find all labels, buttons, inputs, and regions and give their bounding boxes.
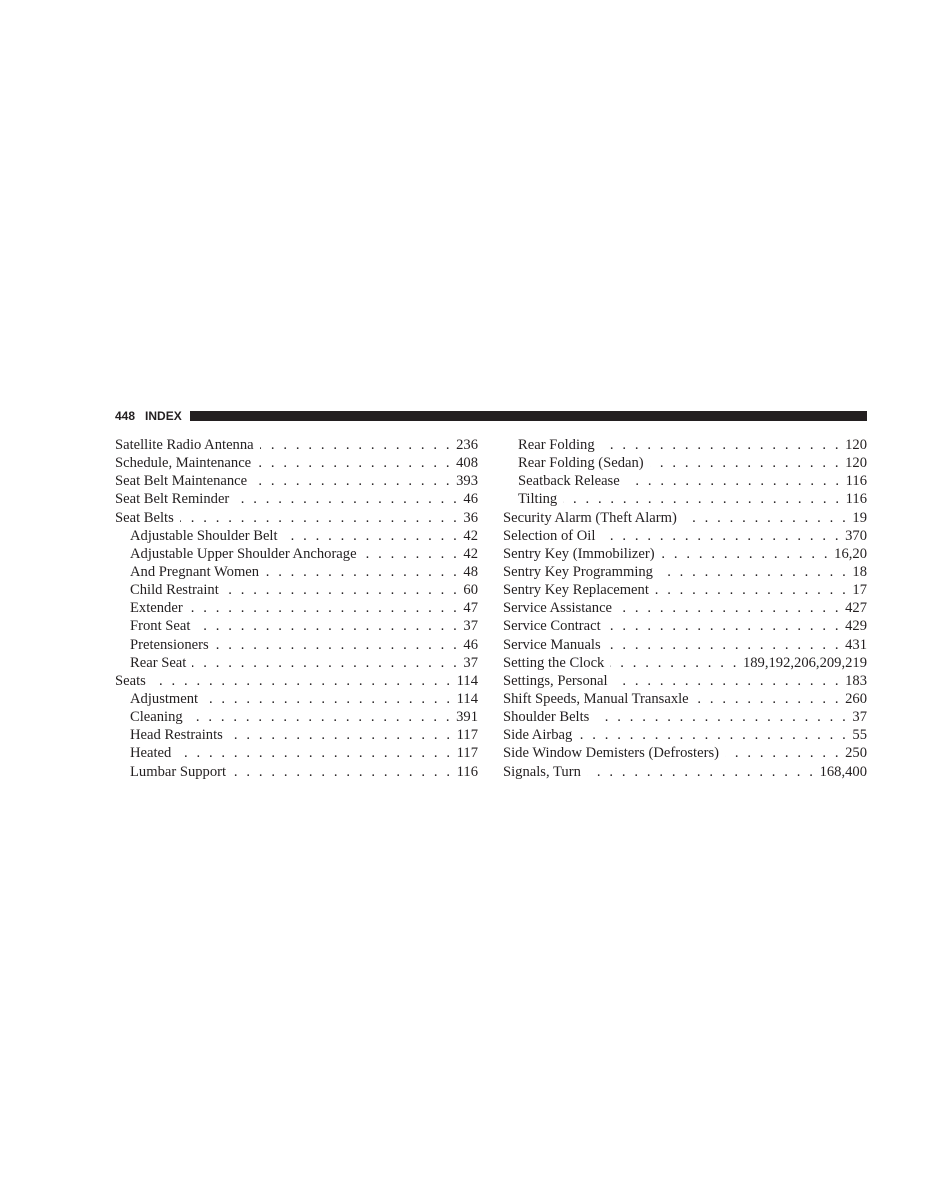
dot-leader	[610, 654, 739, 672]
dot-leader	[235, 490, 459, 508]
index-term: Sentry Key Replacement	[503, 582, 649, 599]
dot-leader	[601, 436, 841, 454]
page-reference: 60	[463, 582, 478, 599]
index-term: Pretensioners	[130, 636, 209, 653]
page-number: 448	[115, 409, 136, 423]
index-term: Tilting	[518, 491, 558, 508]
page-reference: 120	[845, 437, 867, 453]
index-term: Seat Belt Reminder	[115, 491, 230, 508]
dot-leader	[587, 763, 816, 781]
dot-leader	[177, 744, 452, 762]
dot-leader	[192, 654, 459, 672]
index-subentry	[115, 654, 478, 672]
dot-leader	[215, 636, 460, 654]
dot-leader	[284, 527, 460, 545]
index-term: And Pregnant Women	[130, 563, 260, 580]
dot-leader	[659, 563, 848, 581]
index-subentry	[115, 726, 478, 744]
dot-leader	[229, 726, 453, 744]
index-term: Adjustable Shoulder Belt	[130, 527, 278, 544]
index-entry	[503, 763, 867, 781]
dot-leader	[601, 527, 841, 545]
index-subentry	[115, 690, 478, 708]
index-term: Rear Folding	[518, 437, 595, 453]
index-term: Seats	[115, 672, 146, 689]
index-term: Front Seat	[130, 618, 191, 635]
index-subentry	[115, 763, 478, 781]
index-subentry	[115, 636, 478, 654]
page-reference: 370	[845, 527, 867, 544]
section-title: INDEX	[145, 409, 182, 423]
index-entry	[503, 527, 867, 545]
index-entry	[115, 454, 478, 472]
index-term: Settings, Personal	[503, 672, 608, 689]
page-reference: 46	[463, 636, 478, 653]
page-reference: 116	[845, 473, 867, 490]
index-term: Selection of Oil	[503, 527, 596, 544]
dot-leader	[189, 599, 460, 617]
index-term: Adjustment	[130, 690, 199, 707]
dot-leader	[650, 454, 841, 472]
index-entry	[503, 563, 867, 581]
index-term: Satellite Radio Antenna	[115, 437, 254, 453]
index-term: Cleaning	[130, 709, 183, 726]
page-reference: 429	[845, 618, 867, 635]
index-subentry	[503, 436, 867, 454]
page-reference: 47	[463, 600, 478, 617]
page-reference: 19	[852, 509, 867, 526]
index-subentry	[503, 490, 867, 508]
index-subentry	[115, 617, 478, 635]
page-reference: 393	[456, 473, 478, 490]
index-entry	[115, 472, 478, 490]
index-term: Shift Speeds, Manual Transaxle	[503, 690, 689, 707]
dot-leader	[683, 509, 849, 527]
index-term: Heated	[130, 745, 172, 762]
page-reference: 37	[463, 618, 478, 635]
index-subentry	[115, 599, 478, 617]
index-subentry	[115, 545, 478, 563]
index-entry	[503, 545, 867, 563]
page-reference: 116	[845, 491, 867, 508]
index-entry	[503, 581, 867, 599]
index-term: Side Airbag	[503, 727, 573, 744]
dot-leader	[265, 563, 459, 581]
dot-leader	[204, 690, 453, 708]
index-term: Side Window Demisters (Defrosters)	[503, 745, 719, 762]
index-column-left	[115, 436, 478, 781]
index-column-right	[503, 436, 867, 781]
page-reference: 117	[456, 745, 478, 762]
dot-leader	[655, 581, 849, 599]
dot-leader	[618, 599, 841, 617]
index-entry	[503, 654, 867, 672]
page-reference: 36	[463, 509, 478, 526]
index-term: Lumbar Support	[130, 763, 227, 780]
page-reference: 250	[845, 745, 867, 762]
page-reference: 117	[456, 727, 478, 744]
dot-leader	[225, 581, 460, 599]
index-entry	[115, 436, 478, 454]
page-reference: 116	[456, 763, 478, 780]
dot-leader	[725, 744, 841, 762]
dot-leader	[661, 545, 831, 563]
page-reference: 55	[852, 727, 867, 744]
index-entry	[503, 690, 867, 708]
page-reference: 183	[845, 672, 867, 689]
index-entry	[503, 672, 867, 690]
dot-leader	[189, 708, 452, 726]
index-term: Setting the Clock	[503, 654, 605, 671]
page-reference: 391	[456, 709, 478, 726]
page-header	[115, 409, 867, 423]
header-rule	[190, 411, 867, 421]
index-term: Service Manuals	[503, 636, 601, 653]
index-subentry	[115, 527, 478, 545]
dot-leader	[614, 672, 842, 690]
page-reference: 37	[463, 654, 478, 671]
index-term: Schedule, Maintenance	[115, 455, 252, 472]
dot-leader	[260, 436, 452, 454]
page-reference: 37	[852, 709, 867, 726]
dot-leader	[607, 636, 841, 654]
index-entry	[503, 708, 867, 726]
dot-leader	[595, 708, 848, 726]
dot-leader	[363, 545, 460, 563]
index-term: Rear Folding (Sedan)	[518, 455, 644, 472]
index-entry	[115, 490, 478, 508]
dot-leader	[695, 690, 841, 708]
index-entry	[503, 744, 867, 762]
index-term: Seatback Release	[518, 473, 620, 490]
dot-leader	[253, 472, 452, 490]
index-entry	[115, 509, 478, 527]
index-term: Rear Seat	[130, 654, 187, 671]
page-reference: 236	[456, 437, 478, 453]
page-reference: 431	[845, 636, 867, 653]
index-term: Sentry Key Programming	[503, 563, 653, 580]
dot-leader	[626, 472, 842, 490]
index-entry	[503, 509, 867, 527]
index-entry	[503, 617, 867, 635]
index-entry	[503, 599, 867, 617]
index-term: Head Restraints	[130, 727, 223, 744]
page-reference: 42	[463, 545, 478, 562]
page-reference: 114	[456, 690, 478, 707]
index-term: Service Assistance	[503, 600, 613, 617]
page-reference: 260	[845, 690, 867, 707]
page-reference: 120	[845, 455, 867, 472]
page-reference: 189,192,206,209,219	[742, 654, 867, 671]
dot-leader	[196, 617, 459, 635]
page-reference: 114	[456, 672, 478, 689]
page-reference: 42	[463, 527, 478, 544]
index-subentry	[115, 708, 478, 726]
page-reference: 16,20	[834, 545, 867, 562]
dot-leader	[180, 509, 460, 527]
index-term: Adjustable Upper Shoulder Anchorage	[130, 545, 357, 562]
index-entry	[503, 636, 867, 654]
index-term: Extender	[130, 600, 183, 617]
index-subentry	[115, 581, 478, 599]
index-term: Seat Belt Maintenance	[115, 473, 248, 490]
index-subentry	[503, 454, 867, 472]
index-subentry	[115, 563, 478, 581]
index-term: Service Contract	[503, 618, 601, 635]
index-term: Child Restraint	[130, 582, 219, 599]
index-subentry	[503, 472, 867, 490]
dot-leader	[257, 454, 452, 472]
page-reference: 408	[456, 455, 478, 472]
index-term: Signals, Turn	[503, 763, 581, 780]
page-reference: 18	[852, 563, 867, 580]
page-reference: 46	[463, 491, 478, 508]
dot-leader	[232, 763, 453, 781]
dot-leader	[563, 490, 841, 508]
index-term: Sentry Key (Immobilizer)	[503, 545, 655, 562]
dot-leader	[607, 617, 841, 635]
index-entry	[115, 672, 478, 690]
dot-leader	[152, 672, 453, 690]
index-entry	[503, 726, 867, 744]
page-reference: 427	[845, 600, 867, 617]
index-term: Shoulder Belts	[503, 709, 590, 726]
page-reference: 168,400	[819, 763, 867, 780]
page-reference: 17	[852, 582, 867, 599]
index-term: Security Alarm (Theft Alarm)	[503, 509, 677, 526]
index-subentry	[115, 744, 478, 762]
index-term: Seat Belts	[115, 509, 174, 526]
dot-leader	[578, 726, 848, 744]
page-reference: 48	[463, 563, 478, 580]
